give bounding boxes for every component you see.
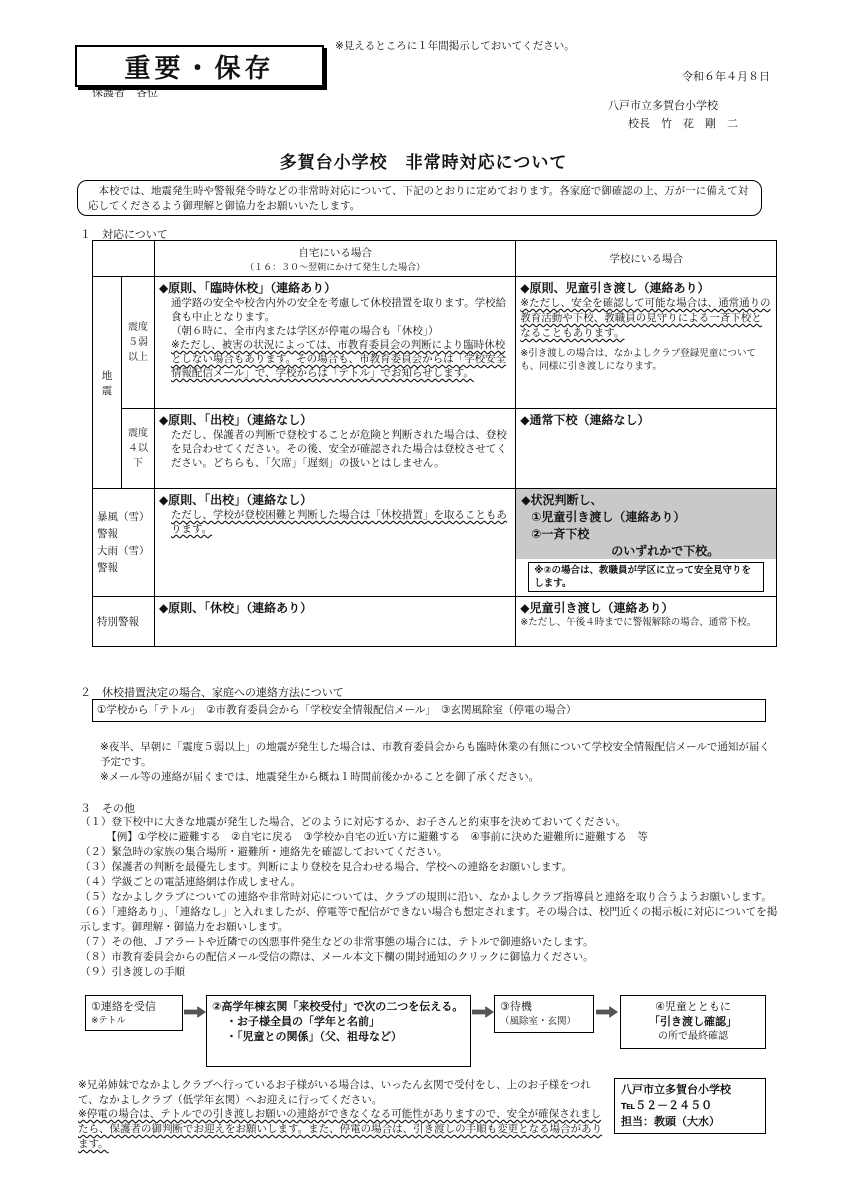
arrow-right-icon (472, 1006, 494, 1018)
flow-step-3-title: ③待機 (500, 1000, 532, 1013)
eq5-school-heading: ◆原則、児童引き渡し（連絡あり） (520, 281, 710, 295)
addressee: 保護者 各位 (92, 86, 158, 99)
flow-step-1-title: ①連絡を受信 (91, 1000, 156, 1013)
storm-label-cell (93, 489, 155, 597)
contact-person: 担当：教頭（大水） (621, 1115, 720, 1128)
flow-step-4-title: ④児童とともに (655, 1000, 731, 1013)
storm-warning-label: 暴風（雪）警報 (97, 510, 150, 540)
eq4-home-text: ただし、保護者の判断で登校することが危険と判断された場合は、登校を見合わせてください。その後、安全が確認された場合は登校させてください。どちらも、「欠席」「遅刻」の扱いとはしません。 (170, 429, 507, 469)
arrow-right-icon (184, 1006, 206, 1018)
flow-step-1-sub: ※テトル (91, 1016, 126, 1026)
eq5-home-heading: ◆原則、「臨時休校」（連絡あり） (158, 281, 337, 295)
col-home-label: 自宅にいる場合 (298, 246, 372, 259)
flow-step-4-item-2: の所で最終確認 (658, 1031, 728, 1042)
flow-step-4-item-1: 「引き渡し確認」 (649, 1015, 737, 1028)
special-label-cell: 特別警報 (93, 597, 155, 647)
eq5-school-cell (516, 277, 777, 409)
eq5-home-cell (154, 277, 515, 409)
storm-school-note: ※②の場合は、教職員が学区に立って安全見守りをします。 (528, 562, 764, 592)
eq4-school-cell (516, 409, 777, 489)
eq4-school-heading: ◆通常下校（連絡なし） (520, 413, 650, 427)
eq4-label: 震度４以下 (121, 409, 154, 489)
col-home-header (154, 241, 515, 277)
list-item: （７）その他、Ｊアラートや近隣での凶悪事件発生などの非常事態の場合には、テトルで御連絡いたします。 (80, 936, 594, 948)
flow-step-2 (206, 995, 471, 1067)
section3-list (80, 815, 780, 980)
section2-note-delay: ※メール等の連絡が届くまでは、地震発生から概ね１時間前後かかることを御了承ください。 (100, 771, 540, 783)
power-outage-note: ※停電の場合は、テトルでの引き渡しお願いの連絡ができなくなる可能性がありますので、安全が確保されましたら、保護者の御判断でお迎えをお願いします。また、停電の場合は、引き渡しの手順も変更となる場合があります。 (78, 1108, 603, 1150)
contact-school: 八戸市立多賀台小学校 (621, 1083, 731, 1096)
special-home-cell (154, 597, 515, 647)
list-item: （８）市教育委員会からの配信メール受信の際は、メール本文下欄の開封通知のクリックに御協力ください。 (80, 951, 594, 963)
contact-phone: ℡５２－２４５０ (621, 1099, 713, 1112)
display-note: ※見えるところに１年間掲示しておいてください。 (335, 40, 575, 52)
storm-home-heading: ◆原則、「出校」（連絡なし） (158, 493, 313, 507)
list-item: （９）引き渡しの手順 (80, 966, 185, 978)
col-school-header: 学校にいる場合 (516, 241, 777, 277)
flow-step-2-title: ②高学年棟玄関「来校受付」で次の二つを伝える。 (212, 1000, 464, 1013)
section2-heading: ２ 休校措置決定の場合、家庭への連絡方法について (80, 686, 344, 699)
eq4-home-heading: ◆原則、「出校」（連絡なし） (158, 413, 313, 427)
storm-school-cell (516, 489, 777, 597)
storm-option-tail: のいずれかで下校。 (611, 544, 720, 558)
earthquake-label: 地震 (93, 277, 122, 489)
storm-option-2: ②一斉下校 (531, 527, 590, 541)
response-table (92, 240, 777, 647)
list-item: （２）緊急時の家族の集合場所・避難所・連絡先を確認しておいてください。 (80, 846, 448, 858)
flow-step-4 (620, 995, 766, 1049)
list-item: （５）なかよしクラブについての連絡や非常時対応については、クラブの規則に沿い、なかよしクラブ指導員と連絡を取り合うようお願いします。 (80, 891, 772, 903)
eq5-school-exception: ※ただし、安全を確認して可能な場合は、通常通りの教育活動や下校、教職員の見守りによる一斉下校となることもあります。 (520, 297, 771, 339)
page-title: 多賀台小学校 非常時対応について (279, 153, 568, 173)
contact-box (614, 1078, 766, 1134)
flow-step-2-item-1: ・お子様全員の「学年と名前」 (226, 1015, 380, 1028)
special-home-heading: ◆原則、「休校」（連絡あり） (158, 601, 313, 615)
principal-name: 校長 竹 花 剛 二 (628, 117, 738, 130)
list-item: 【例】①学校に避難する ②自宅に戻る ③学校か自宅の近い方に避難する ④事前に決めた避難所に避難する 等 (80, 831, 648, 843)
storm-home-text: ただし、学校が登校困難と判断した場合は「休校措置」を取ることもあります。 (170, 509, 507, 535)
important-keep-stamp: 重要・保存 (75, 45, 324, 87)
storm-school-heading: ◆状況判断し、 (521, 493, 603, 507)
special-school-cell (516, 597, 777, 647)
eq5-home-exception: ※ただし、被害の状況によっては、市教育委員会の判断により臨時休校としない場合もあります。その場合も、市教育委員会からは「学校安全情報配信メール」で、学校からは「テトル」でお知らせします。 (170, 339, 507, 379)
eq5-home-power-note: （朝６時に、全市内または学区が停電の場合も「休校」） (170, 325, 439, 337)
col-home-sublabel: （１６：３０～翌朝にかけて発生した場合） (245, 262, 426, 273)
intro-box: 本校では、地震発生時や警報発令時などの非常時対応について、下記のとおりに定めております。各家庭で御確認の上、万が一に備えて対応してくださるよう御理解と御協力をお願いいたします。 (77, 180, 762, 216)
arrow-right-icon (596, 1006, 618, 1018)
section3-heading: ３ その他 (80, 802, 135, 815)
issue-date: 令和６年４月８日 (682, 70, 770, 83)
list-item: （６）「連絡あり」、「連絡なし」と入れましたが、停電等で配信ができない場合も想定されます。その場合は、校門近くの掲示板に対応についてを掲示します。御理解・御協力をお願いします。 (80, 906, 778, 933)
flow-step-3-sub: （風除室・玄関） (500, 1016, 577, 1027)
section1-heading: １ 対応について (80, 228, 168, 241)
heavyrain-warning-label: 大雨（雪）警報 (97, 544, 150, 574)
storm-option-1: ①児童引き渡し（連絡あり） (531, 510, 686, 524)
flow-step-3 (494, 995, 594, 1033)
corner-cell (93, 241, 155, 277)
list-item: （４）学級ごとの電話連絡網は作成しません。 (80, 876, 302, 888)
special-school-note: ※ただし、午後４時までに警報解除の場合、通常下校。 (520, 617, 757, 628)
flow-step-2-item-2: ・「児童との関係」（父、祖母など） (226, 1030, 402, 1043)
eq5-home-text: 通学路の安全や校舎内外の安全を考慮して休校措置を取ります。学校給食も中止となります。 (170, 297, 507, 323)
school-name: 八戸市立多賀台小学校 (608, 99, 718, 112)
sibling-note: ※兄弟姉妹でなかよしクラブへ行っているお子様がいる場合は、いったん玄関で受付をし、上のお子様をつれて、なかよしクラブ（低学年玄関）へお迎えに行ってください。 (78, 1079, 591, 1106)
flow-step-1 (85, 995, 183, 1031)
eq4-home-cell (154, 409, 515, 489)
storm-home-cell (154, 489, 515, 597)
eq5-label: 震度５弱以上 (121, 277, 154, 409)
section2-note-night: ※夜半、早朝に「震度５弱以上」の地震が発生した場合は、市教育委員会からも臨時休業の有無について学校安全情報配信メールで通知が届く予定です。 (100, 741, 770, 768)
list-item: （３）保護者の判断を最優先します。判断により登校を見合わせる場合、学校への連絡をお願いします。 (80, 861, 572, 873)
list-item: （１）登下校中に大きな地震が発生した場合、どのように対応するか、お子さんと約束事を決めておいてください。 (80, 816, 626, 828)
special-school-heading: ◆児童引き渡し（連絡あり） (520, 601, 674, 615)
eq5-school-club-note: ※引き渡しの場合は、なかよしクラブ登録児童についても、同様に引き渡しになります。 (520, 348, 757, 372)
contact-methods-box: ①学校から「テトル」 ②市教育委員会から「学校安全情報配信メール」 ③玄関風除室（停電の場合） (92, 699, 766, 722)
